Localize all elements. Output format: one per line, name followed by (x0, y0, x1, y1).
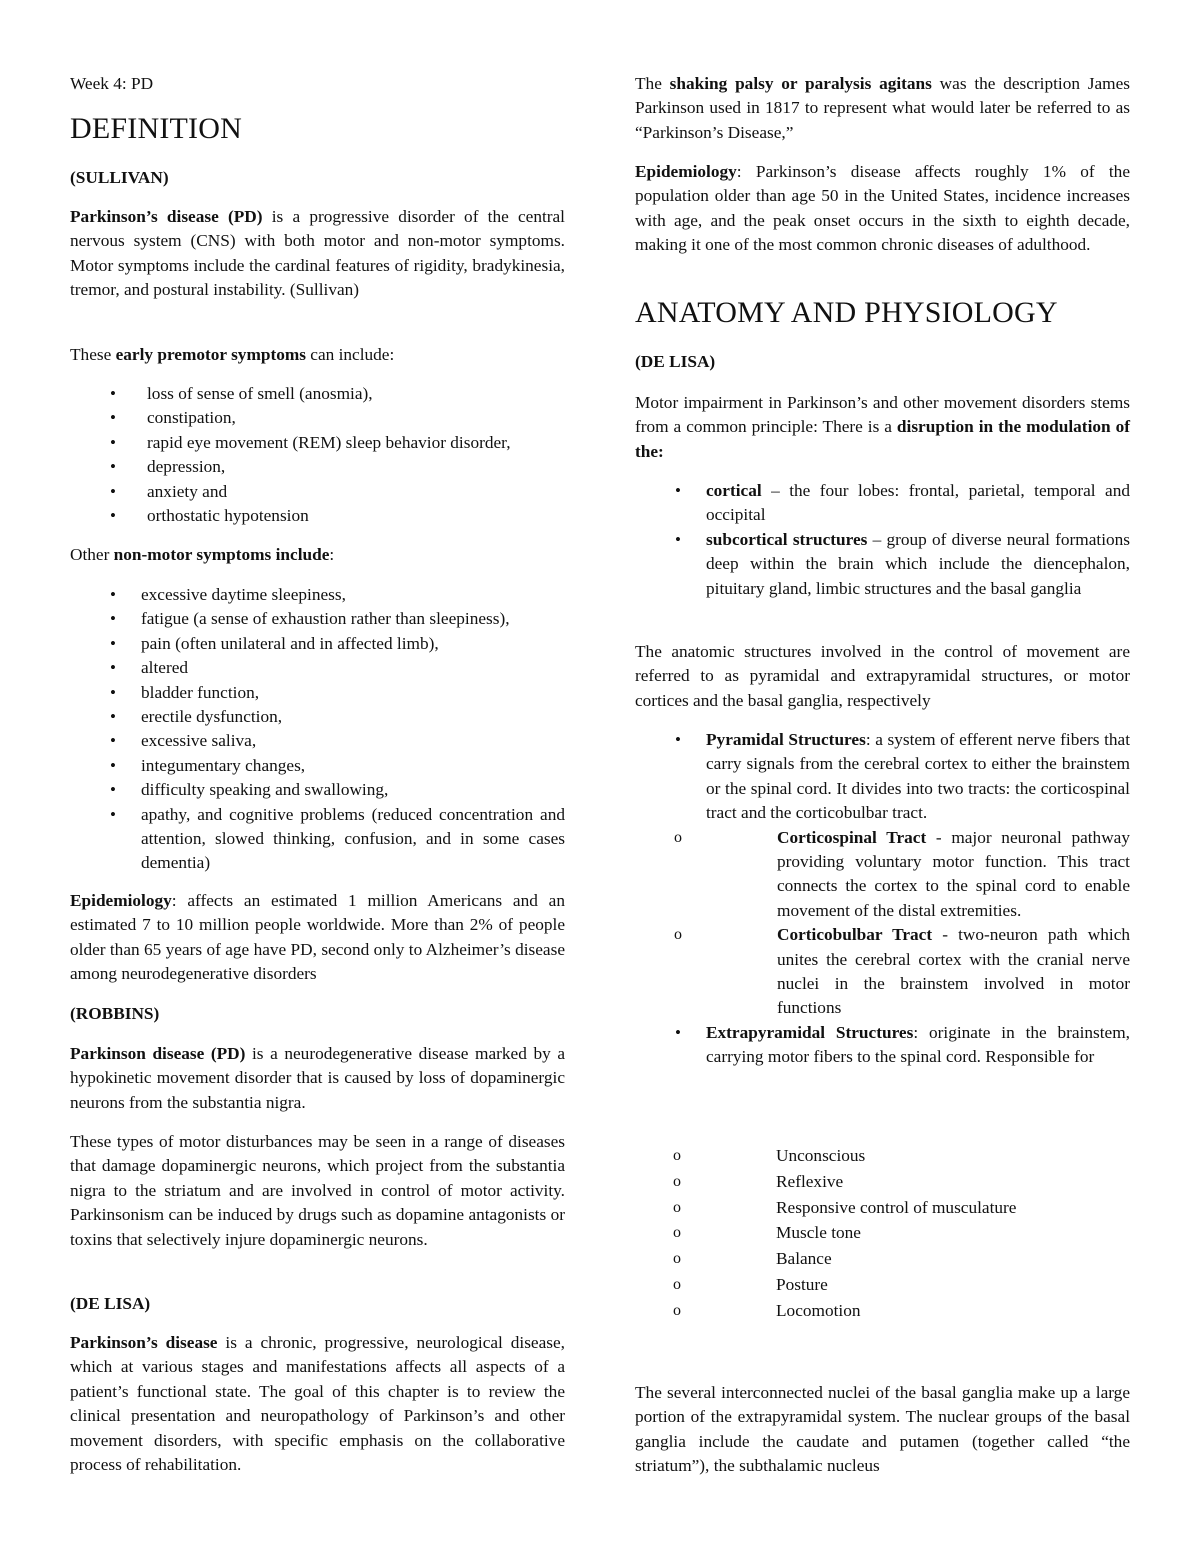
pyramidal-term: Pyramidal Structures (706, 730, 866, 749)
list-item: • pain (often unilateral and in affected limb), (70, 632, 565, 656)
list-item: o Posture (635, 1272, 1130, 1298)
list-item: • difficulty speaking and swallowing, (70, 778, 565, 802)
robbins-paragraph-2: These types of motor disturbances may be seen in a range of diseases that damage dopaminergic neurons, which project from the substantia nigra to the striatum and are involved in control of motor activity. Parkinsonism can be induced by drugs such as dopamine antagonists or toxins that selectively injure dopaminergic neurons. (70, 1132, 565, 1249)
sullivan-heading: (SULLIVAN) (70, 168, 169, 187)
responsible-for-list (635, 1143, 1130, 1324)
list-item (635, 1021, 1130, 1070)
anatomic-structures-paragraph: The anatomic structures involved in the control of movement are referred to as pyramidal and extrapyramidal structures, or motor cortices and the basal ganglia, respectively (635, 642, 1130, 710)
list-item: • anxiety and (70, 480, 565, 504)
nonmotor-list (70, 583, 565, 876)
delisa-heading: (DE LISA) (70, 1294, 151, 1313)
subcortical-text: – group of diverse neural formations deep within the brain which include the diencephalon, pituitary gland, limbic structures and the basal ganglia (706, 529, 1130, 598)
premotor-intro (70, 343, 394, 367)
robbins-text: is a neurodegenerative disease marked by a hypokinetic movement disorder that is caused by loss of dopaminergic neurons from the substantia nigra. (70, 1044, 565, 1112)
cortical-text: – the four lobes: frontal, parietal, temporal and occipital (706, 481, 1130, 525)
list-item: o Muscle tone (635, 1220, 1130, 1246)
epidemiology-term: Epidemiology (70, 891, 172, 910)
list-item: • excessive saliva, (70, 729, 565, 753)
list-item (635, 528, 1130, 601)
list-item: o Unconscious (635, 1143, 1130, 1169)
list-item (635, 728, 1130, 1021)
intro-term: shaking palsy or paralysis agitans (669, 74, 932, 93)
list-item (636, 826, 1130, 924)
delisa-text: is a chronic, progressive, neurological disease, which at various stages and manifestations affects all aspects of a patient’s functional state. The goal of this chapter is to review the clinical presentation and neuropathology of Parkinson’s and other movement disorders, with specific emphasis on the collaborative process of rehabilitation. (70, 1333, 565, 1475)
cortical-term: cortical (706, 481, 762, 500)
list-item: • depression, (70, 455, 565, 479)
delisa-term: Parkinson’s disease (70, 1333, 218, 1352)
premotor-intro-post: can include: (305, 345, 395, 364)
tracts-list (636, 826, 1130, 1021)
right-epidemiology-term: Epidemiology (635, 162, 737, 181)
list-item: • fatigue (a sense of exhaustion rather than sleepiness), (70, 607, 565, 631)
list-item: o Reflexive (635, 1169, 1130, 1195)
corticobulbar-term: Corticobulbar Tract (777, 925, 933, 945)
robbins-paragraph (70, 1042, 565, 1115)
right-epidemiology-text: : Parkinson’s disease affects roughly 1% of the population older than age 50 in the United States, incidence increases with age, and the peak onset occurs in the sixth to eighth decade, making it one of the most common chronic diseases of adulthood. (635, 162, 1130, 255)
list-item: • erectile dysfunction, (70, 705, 565, 729)
list-item: • excessive daytime sleepiness, (70, 583, 565, 607)
premotor-intro-pre: These (70, 345, 116, 364)
structures-list (635, 728, 1130, 1070)
list-item: • bladder function, (70, 681, 565, 705)
list-item: o Balance (635, 1246, 1130, 1272)
nonmotor-term: non-motor symptoms include (113, 545, 330, 564)
subcortical-term: subcortical structures (706, 529, 868, 549)
modulation-list (635, 479, 1130, 601)
corticospinal-text: - major neuronal pathway providing voluntary motor function. This tract connects the cortex to the spinal cord to enable movement of the distal extremities. (777, 827, 1130, 920)
pyramidal-text: : a system of efferent nerve fibers that carry signals from the cerebral cortex to either the brainstem or the spinal cord. It divides into two tracts: the corticospinal tract and the corticobulbar tract. (706, 730, 1131, 823)
motor-impairment-text: Motor impairment in Parkinson’s and other movement disorders stems from a common principle: There is a (635, 393, 1130, 437)
week-label: Week 4: PD (70, 74, 154, 93)
robbins-term: Parkinson disease (PD) (70, 1044, 246, 1063)
robbins-heading: (ROBBINS) (70, 1004, 160, 1023)
list-item (636, 923, 1130, 1021)
list-item: • integumentary changes, (70, 754, 565, 778)
nonmotor-intro-pre: Other (70, 545, 114, 564)
list-item: • orthostatic hypotension (70, 504, 565, 528)
anatomy-title: ANATOMY AND PHYSIOLOGY (635, 296, 1058, 329)
list-item: • loss of sense of smell (anosmia), (70, 382, 565, 406)
list-item: o Locomotion (635, 1298, 1130, 1324)
intro-paragraph (635, 72, 1130, 145)
list-item: o Responsive control of musculature (635, 1195, 1130, 1221)
epidemiology-paragraph (70, 889, 565, 987)
pd-term: Parkinson’s disease (PD) (70, 207, 263, 226)
delisa-paragraph (70, 1331, 565, 1477)
nonmotor-intro (70, 543, 334, 567)
anatomy-delisa-heading: (DE LISA) (635, 352, 716, 371)
premotor-term: early premotor symptoms (115, 345, 306, 364)
sullivan-paragraph (70, 205, 565, 303)
nonmotor-intro-post: : (329, 545, 335, 564)
list-item (635, 479, 1130, 528)
right-epidemiology-paragraph (635, 160, 1130, 258)
corticobulbar-text: - two-neuron path which unites the cerebral cortex with the cranial nerve nuclei in the brainstem involved in motor functions (777, 925, 1131, 1018)
motor-impairment-paragraph (635, 391, 1130, 464)
list-item: • apathy, and cognitive problems (reduced concentration and attention, slowed thinking, confusion, and in some cases dementia) (70, 803, 565, 876)
definition-title: DEFINITION (70, 112, 242, 145)
basal-ganglia-paragraph: The several interconnected nuclei of the basal ganglia make up a large portion of the extrapyramidal system. The nuclear groups of the basal ganglia include the caudate and putamen (together called “the striatum”), the subthalamic nucleus (635, 1383, 1130, 1476)
extrapyramidal-text: : originate in the brainstem, carrying motor fibers to the spinal cord. Responsible for (706, 1022, 1130, 1067)
list-item: • altered (70, 656, 565, 680)
corticospinal-term: Corticospinal Tract (777, 827, 927, 847)
sullivan-text: is a progressive disorder of the central nervous system (CNS) with both motor and non-motor symptoms. Motor symptoms include the cardinal features of rigidity, bradykinesia, tremor, and postural instability. (Sullivan) (70, 207, 565, 300)
list-item: • rapid eye movement (REM) sleep behavior disorder, (70, 431, 565, 455)
extrapyramidal-term: Extrapyramidal Structures (706, 1022, 914, 1042)
list-item: • constipation, (70, 406, 565, 430)
modulation-term: disruption in the modulation of the: (635, 417, 1130, 461)
premotor-list (70, 382, 565, 528)
intro-post: was the description James Parkinson used in 1817 to represent what would later be referred to as “Parkinson’s Disease,” (635, 74, 1130, 142)
intro-pre: The (635, 74, 670, 93)
epidemiology-text: : affects an estimated 1 million Americans and an estimated 7 to 10 million people worldwide. More than 2% of people older than 65 years of age have PD, second only to Alzheimer’s disease among neurodegenerative disorders (70, 891, 565, 984)
